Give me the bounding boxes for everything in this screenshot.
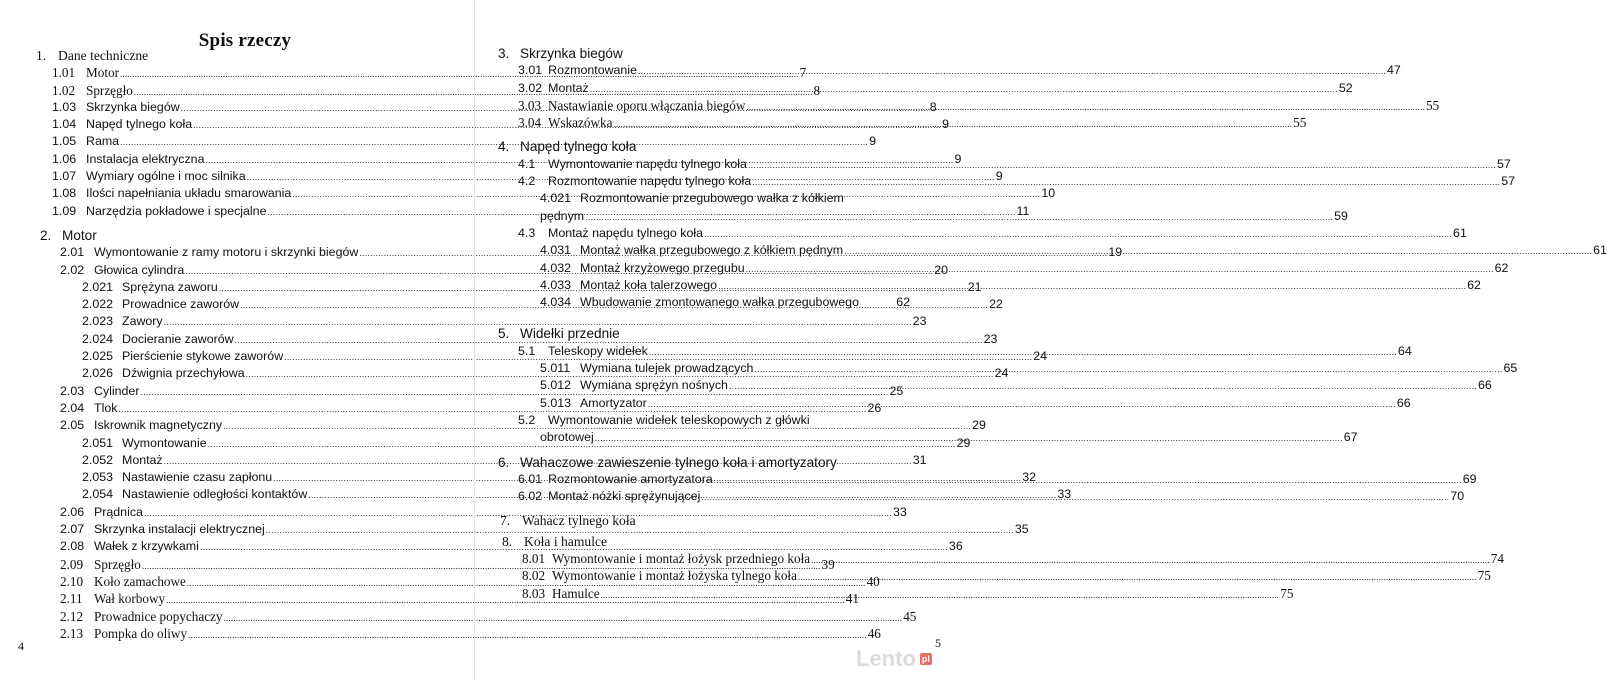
toc-entry-title: Skrzynka biegów: [520, 46, 623, 61]
toc-page-number: 35: [1014, 522, 1029, 537]
dot-leader: [752, 177, 1500, 187]
watermark-badge: pl: [921, 654, 930, 664]
toc-entry-number: 3.01: [518, 63, 543, 78]
toc-page-number: 62: [1494, 260, 1509, 275]
toc-entry-number: 4.3: [518, 225, 536, 240]
toc-page-number: 62: [1467, 277, 1481, 292]
toc-entry-title: Pierścienie stykowe zaworów: [122, 349, 284, 364]
toc-page-number: 45: [903, 608, 917, 624]
toc-entry-title: Napęd tylnego koła: [520, 139, 637, 155]
toc-entry-number: 5.011: [540, 361, 571, 376]
watermark-text: Lento: [856, 646, 916, 671]
toc-page-number: 55: [1426, 97, 1440, 113]
toc-entry-number: 2.05: [60, 418, 85, 433]
toc-entry-title: Amortyzator: [580, 395, 647, 410]
toc-page-number: 61: [1453, 225, 1467, 240]
toc-entry-number: 1.05: [52, 134, 77, 149]
toc-entry-number: 3.02: [518, 80, 543, 95]
toc-page-number: 22: [989, 297, 1003, 312]
toc-page-number: 64: [1397, 343, 1412, 358]
toc-entry-title: Tlok: [94, 400, 118, 415]
dot-leader: [701, 492, 1449, 502]
toc-entry-number: 2.053: [82, 470, 114, 485]
dot-leader: [613, 117, 1292, 132]
toc-entry-title: Wymiary ogólne i moc silnika: [86, 169, 246, 184]
toc-entry-number: 4.033: [540, 277, 572, 292]
toc-page-number: 57: [1501, 174, 1516, 189]
toc-page-number: 32: [1022, 470, 1036, 485]
dot-leader: [714, 475, 1462, 485]
toc-page-number: 59: [1334, 208, 1348, 223]
toc-section-heading: [498, 513, 910, 530]
toc-page-number: 66: [1396, 395, 1411, 410]
dot-leader: [601, 590, 1280, 600]
toc-entry-number: 5.012: [540, 378, 572, 393]
toc-page-number: 11: [1016, 203, 1030, 218]
toc-entry-number: 4.031: [540, 243, 572, 258]
toc-entry-number: 1.06: [52, 151, 77, 166]
toc-entry: [498, 115, 1307, 132]
toc-entry-number: 2.13: [60, 625, 84, 641]
toc-entry-number: 2.09: [60, 556, 84, 572]
dot-leader: [729, 381, 1477, 391]
dot-leader: [844, 246, 1592, 256]
toc-page-number: 52: [1338, 80, 1353, 95]
toc-entry-number: 1.04: [52, 117, 77, 132]
toc-entry-title: Wymontowanie i montaż łożyska tylnego koła: [552, 568, 797, 584]
toc-entry: [498, 80, 1353, 98]
toc-entry-title: Montaż napędu tylnego koła: [548, 225, 703, 240]
toc-entry-number: 2.023: [82, 314, 114, 329]
toc-entry: [36, 314, 927, 331]
toc-page-number: 75: [1280, 585, 1294, 601]
page-gutter: [474, 0, 475, 680]
toc-entry-number: 4.2: [518, 174, 536, 189]
toc-entry: [498, 97, 1440, 115]
toc-entry-number: 3.: [498, 46, 510, 61]
toc-entry-number: 1.03: [52, 99, 77, 114]
toc-entry-title: Prowadnice popychaczy: [94, 608, 223, 624]
toc-page-number: 9: [869, 134, 877, 149]
dot-leader: [718, 281, 1466, 291]
dot-leader: [746, 264, 1494, 274]
toc-page-number: 57: [1497, 156, 1511, 171]
toc-entry-number: 5.013: [540, 395, 572, 410]
toc-page-number: 39: [821, 556, 835, 572]
toc-entry-number: 8.02: [522, 568, 546, 584]
toc-entry-title: Wymontowanie i montaż łożysk przedniego koła: [552, 551, 811, 567]
toc-entry-title: Narzędzia pokładowe i specjalne: [86, 203, 267, 218]
toc-page-number: 9: [954, 151, 962, 166]
toc-entry-title: Docieranie zaworów: [122, 331, 234, 346]
toc-page-number: 29: [956, 435, 971, 450]
toc-entry-title: Dane techniczne: [58, 48, 149, 63]
toc-page-number: 55: [1293, 115, 1307, 131]
toc-entry-number: 4.032: [540, 260, 572, 275]
toc-entry: [498, 156, 1511, 174]
toc-entry: [498, 551, 1504, 568]
toc-entry: [498, 191, 910, 208]
toc-entry-number: 2.021: [82, 279, 114, 294]
toc-entry: [498, 174, 1516, 191]
toc-entry-number: 2.022: [82, 297, 114, 312]
toc-entry-title: Wymontowanie: [122, 435, 207, 450]
toc-entry-title: Napęd tylnego koła: [86, 117, 193, 132]
toc-entry: [36, 522, 1029, 539]
toc-entry-title: Ilości napełniania układu smarowania: [86, 186, 292, 201]
toc-entry-number: 2.11: [60, 591, 83, 607]
toc-entry-number: 2.03: [60, 383, 85, 398]
toc-entry-title: Rozmontowanie przegubowego wałka z kółkiem: [580, 191, 844, 206]
toc-entry-title: Sprzęgło: [94, 556, 141, 572]
toc-entry-number: 7.: [500, 513, 511, 529]
toc-page-number: 62: [896, 295, 910, 310]
toc-entry-number: 2.026: [82, 366, 114, 381]
toc-entry-number: 4.021: [540, 191, 572, 206]
toc-entry-number: 2.: [40, 227, 52, 243]
toc-entry: [36, 608, 917, 626]
toc-page-number: 9: [995, 169, 1003, 184]
toc-entry-title: Wahacz tylnego koła: [522, 513, 636, 529]
toc-entry-number: 8.: [502, 533, 513, 549]
toc-entry-title: Nastawienie odległości kontaktów: [122, 487, 308, 502]
toc-page-number: 23: [912, 314, 927, 329]
toc-entry-title: Pompka do oliwy: [94, 625, 188, 641]
toc-entry-title: Motor: [86, 65, 119, 81]
toc-entry-title: Montaż: [548, 80, 589, 95]
toc-page-number: 10: [1041, 186, 1056, 201]
toc-entry-number: 4.1: [518, 156, 536, 171]
toc-page-number: 8: [929, 99, 937, 114]
toc-page-number: 41: [845, 591, 859, 607]
toc-page-number: 21: [967, 279, 982, 294]
toc-entry-title: Wał korbowy: [94, 591, 166, 607]
toc-entry-title: Nastawienie czasu zapłonu: [122, 470, 273, 485]
toc-page-number: 23: [983, 331, 998, 346]
toc-entry-title: Rozmontowanie: [548, 63, 637, 78]
toc-page-number: 31: [912, 452, 927, 467]
toc-entry-number: 2.08: [60, 539, 85, 554]
toc-page-number: 24: [994, 366, 1009, 381]
toc-page-number: 70: [1450, 489, 1465, 504]
toc-entry-title: Montaż krzyżowego przegubu: [580, 260, 745, 275]
toc-page-number: 19: [1108, 245, 1123, 260]
toc-entry-title: Teleskopy widełek: [548, 343, 648, 358]
toc-page-number: 75: [1477, 568, 1491, 584]
toc-entry-number: 2.10: [60, 573, 84, 589]
toc-entry-title: Głowica cylindra: [94, 262, 185, 277]
toc-entry-title: Motor: [62, 227, 97, 243]
toc-entry-title: Wymontowanie widełek teleskopowych z główki: [548, 412, 810, 427]
toc-entry-title: Instalacja elektryczna: [86, 151, 205, 166]
toc-entry-title: Wskazówka: [548, 115, 613, 131]
toc-entry-number: 3.03: [518, 97, 542, 113]
toc-entry-title: Rama: [86, 134, 120, 149]
toc-entry-title: Wahaczowe zawieszenie tylnego koła i amortyzatory: [520, 454, 837, 470]
toc-entry-title: Rozmontowanie napędu tylnego koła: [548, 174, 752, 189]
toc-page-number: 46: [867, 625, 881, 641]
dot-leader: [748, 160, 1496, 170]
toc-section-heading: [36, 228, 428, 245]
dot-leader: [590, 84, 1338, 94]
toc-page-number: 29: [972, 418, 986, 433]
toc-section-heading: [36, 48, 428, 65]
toc-entry-number: 8.03: [522, 585, 546, 601]
toc-entry-number: 1.09: [52, 203, 77, 218]
dot-leader: [649, 347, 1397, 357]
toc-section-heading: [498, 455, 910, 472]
toc-entry-number: 1.07: [52, 169, 77, 184]
toc-entry-title: Montaż nóżki sprężynującej: [548, 489, 701, 504]
toc-entry-number: 2.07: [60, 522, 85, 537]
toc-page-number: 26: [867, 400, 882, 415]
watermark-logo: [856, 646, 932, 672]
dot-leader: [746, 99, 1425, 114]
toc-entry-title: Wymontowanie napędu tylnego koła: [548, 156, 747, 171]
toc-entry-number: 4.034: [540, 295, 572, 310]
toc-entry-title: Zawory: [122, 314, 163, 329]
toc-entry-title: pędnym: [540, 208, 585, 223]
page-number-left: 4: [18, 639, 24, 653]
toc-section-heading: [498, 139, 910, 156]
toc-page-number: 25: [889, 383, 904, 398]
toc-entry-number: 1.: [36, 48, 47, 63]
toc-entry-number: 8.01: [522, 551, 546, 567]
toc-page-number: 9: [942, 117, 950, 132]
dot-leader: [704, 229, 1452, 239]
toc-entry: [498, 568, 1491, 585]
dot-leader: [754, 364, 1502, 374]
toc-section-heading: [498, 46, 910, 63]
toc-page-number: 24: [1033, 349, 1047, 364]
toc-entry-number: 2.06: [60, 504, 85, 519]
toc-page-number: 47: [1387, 63, 1401, 78]
toc-entry-number: 6.01: [518, 471, 543, 486]
toc-entry-title: Hamulce: [552, 585, 600, 601]
toc-entry: [498, 378, 1492, 395]
toc-page-number: 7: [799, 65, 807, 81]
toc-page-number: 33: [892, 504, 907, 519]
toc-entry-number: 2.12: [60, 608, 84, 624]
toc-entry: [498, 225, 1467, 243]
toc-entry-number: 2.051: [82, 435, 114, 450]
toc-entry: [498, 413, 910, 430]
toc-entry-title: Prądnica: [94, 504, 143, 519]
toc-entry-number: 5.: [498, 326, 510, 342]
toc-entry-number: 1.08: [52, 186, 77, 201]
toc-entry-title: Montaż: [122, 452, 163, 467]
toc-entry-title: Wałek z krzywkami: [94, 539, 199, 554]
toc-entry-number: 2.025: [82, 349, 114, 364]
toc-entry-title: Cylinder: [94, 383, 140, 398]
toc-entry-number: 2.054: [82, 487, 114, 502]
toc-page-number: 33: [1057, 487, 1072, 502]
toc-entry-number: 2.052: [82, 452, 114, 467]
toc-entry-number: 6.02: [518, 489, 543, 504]
dot-leader: [585, 212, 1333, 222]
toc-entry-title: obrotowej: [540, 430, 594, 445]
toc-entry: [498, 63, 1401, 80]
toc-entry-number: 5.2: [518, 412, 536, 427]
toc-page-number: 40: [866, 573, 880, 589]
toc-entry: [498, 585, 1294, 603]
toc-entry-title: Sprężyna zaworu: [122, 279, 218, 294]
toc-entry-number: 1.02: [52, 82, 76, 98]
toc-page-number: 20: [934, 262, 949, 277]
toc-entry-title: Prowadnice zaworów: [122, 297, 240, 312]
toc-entry-title: Wymontowanie z ramy motoru i skrzynki biegów: [94, 245, 359, 260]
toc-page-number: 8: [813, 82, 821, 98]
toc-entry-title: Widełki przednie: [520, 326, 620, 342]
toc-page-number: 61: [1593, 243, 1607, 258]
toc-entry-title: Sprzęgło: [86, 82, 133, 98]
toc-entry-number: 2.024: [82, 331, 114, 346]
toc-entry: [36, 625, 881, 643]
toc-entry-number: 5.1: [518, 343, 536, 358]
toc-page-number: 67: [1343, 430, 1358, 445]
toc-entry-title: Wymiana sprężyn nośnych: [580, 378, 728, 393]
dot-leader: [811, 555, 1490, 565]
toc-page-number: 74: [1490, 551, 1504, 567]
toc-section-heading: [498, 534, 910, 551]
toc-entry: [498, 295, 910, 312]
toc-entry-number: 2.01: [60, 245, 85, 260]
page-number-right: 5: [935, 636, 941, 650]
toc-entry-title: Wymiana tulejek prowadzących: [580, 361, 754, 376]
toc-page-number: 69: [1462, 471, 1477, 486]
page-title: Spis rzeczy: [198, 30, 292, 51]
toc-entry-number: 3.04: [518, 115, 542, 131]
toc-page-number: 36: [948, 539, 963, 554]
toc-entry-title: Dźwignia przechyłowa: [122, 366, 245, 381]
toc-entry-title: Koło zamachowe: [94, 573, 186, 589]
toc-entry: [498, 395, 1411, 413]
toc-page-number: 65: [1503, 361, 1518, 376]
toc-entry-number: 2.02: [60, 262, 85, 277]
toc-entry-number: 4.: [498, 139, 510, 155]
dot-leader: [595, 433, 1343, 443]
toc-entry-title: Koła i hamulce: [524, 533, 608, 549]
toc-entry-title: Nastawianie oporu włączania biegów: [548, 97, 746, 113]
dot-leader: [638, 66, 1386, 76]
toc-entry-number: 1.01: [52, 65, 76, 81]
toc-entry-title: Iskrownik magnetyczny: [94, 418, 223, 433]
dot-leader: [798, 572, 1477, 582]
toc-entry-number: 6.: [498, 454, 510, 470]
toc-entry-title: Skrzynka biegów: [86, 99, 180, 114]
toc-entry-title: Skrzynka instalacji elektrycznej: [94, 522, 265, 537]
toc-section-heading: [498, 326, 910, 343]
dot-leader: [648, 399, 1396, 409]
toc-entry-title: Montaż koła talerzowego: [580, 277, 718, 292]
toc-entry-title: Wbudowanie zmontowanego wałka przegubowego: [580, 295, 859, 310]
toc-entry-title: Rozmontowanie amortyzatora: [548, 471, 713, 486]
toc-entry-title: Montaż wałka przegubowego z kółkiem pędnym: [580, 243, 844, 258]
toc-entry-number: 2.04: [60, 400, 85, 415]
toc-page-number: 66: [1478, 378, 1492, 393]
